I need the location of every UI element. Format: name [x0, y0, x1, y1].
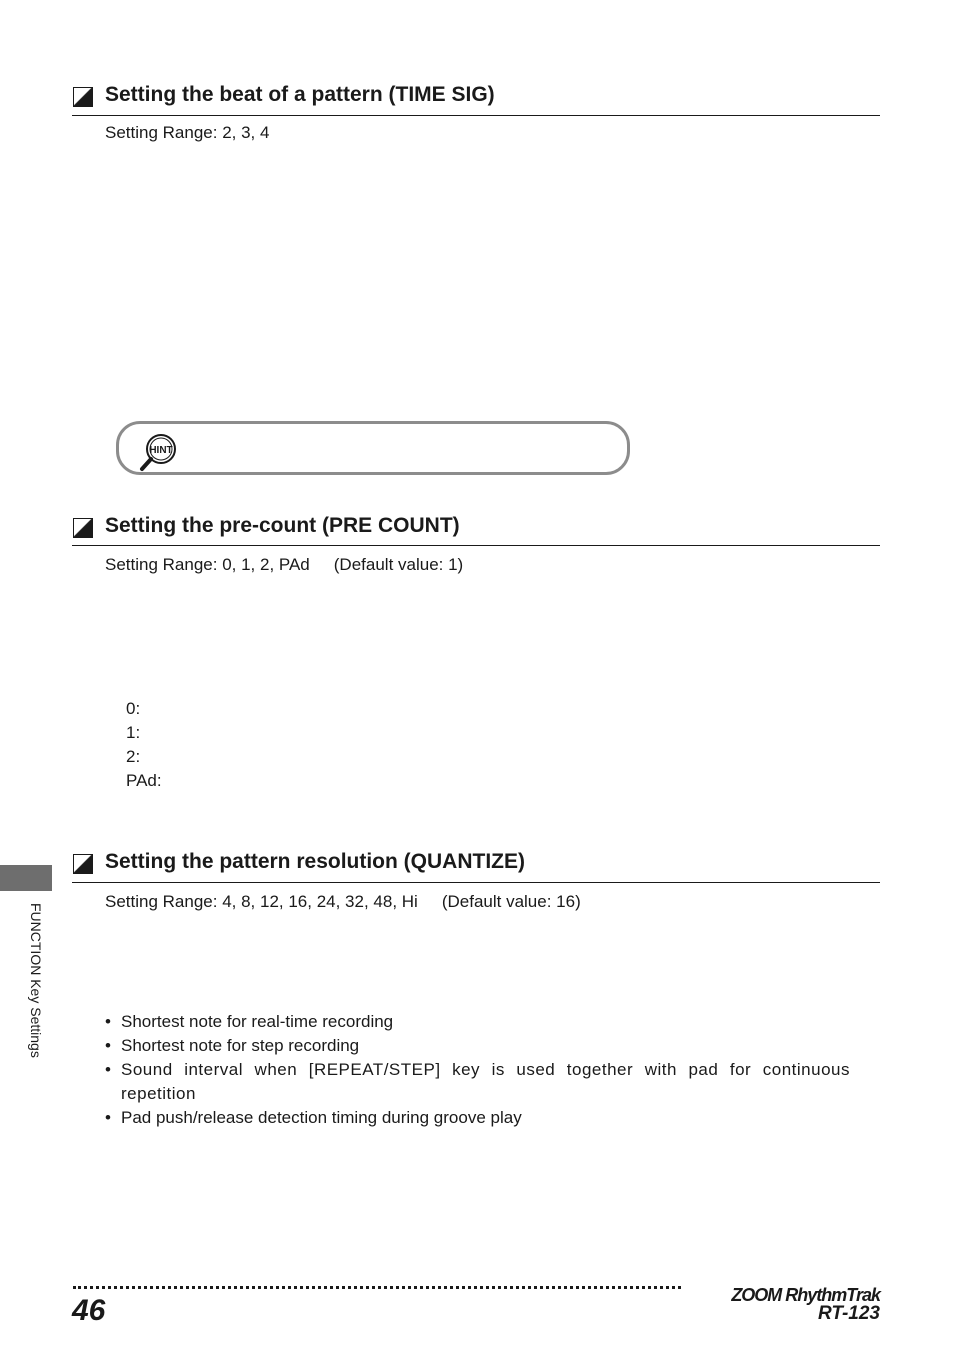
section-marker-icon [73, 87, 93, 107]
chapter-tab [0, 865, 52, 891]
page-number: 46 [72, 1294, 106, 1327]
section-divider [72, 115, 880, 116]
brand-logo-line2: RT-123 [818, 1303, 880, 1324]
quantize-bullet-list [105, 1010, 850, 1130]
hint-icon-label: HINT [149, 445, 173, 456]
default-value: (Default value: 16) [441, 892, 581, 911]
section-title-quantize: Setting the pattern resolution (QUANTIZE) [105, 850, 525, 873]
brand-logo-line1: ZOOM RhythmTrak [731, 1285, 880, 1305]
setting-range-quantize [105, 892, 581, 912]
default-value: (Default value: 1) [333, 555, 464, 574]
setting-range-time-sig: Setting Range: 2, 3, 4 [105, 123, 270, 142]
range-values: Setting Range: 0, 1, 2, PAd [105, 555, 310, 574]
setting-range-pre-count [105, 555, 463, 575]
range-values: Setting Range: 4, 8, 12, 16, 24, 32, 48, Hi [105, 892, 418, 911]
option-label: 1: [126, 723, 141, 742]
option-label: PAd: [126, 771, 162, 790]
hint-box [116, 421, 630, 475]
list-item: • Sound interval when [REPEAT/STEP] key is used together with pad for continuous repetition [105, 1058, 850, 1106]
section-marker-icon [73, 854, 93, 874]
list-item: • Shortest note for step recording [105, 1034, 850, 1058]
list-item: • Pad push/release detection timing during groove play [105, 1106, 850, 1130]
list-item: • Shortest note for real-time recording [105, 1010, 850, 1034]
footer-dotted-rule [73, 1286, 681, 1289]
section-marker-icon [73, 518, 93, 538]
chapter-label: FUNCTION Key Settings [28, 903, 44, 1058]
section-divider [72, 882, 880, 883]
section-divider [72, 545, 880, 546]
option-label: 0: [126, 699, 141, 718]
option-label: 2: [126, 747, 141, 766]
hint-magnifier-icon [139, 432, 179, 474]
brand-logo [698, 1284, 882, 1324]
section-title-pre-count: Setting the pre-count (PRE COUNT) [105, 514, 460, 537]
section-title-time-sig: Setting the beat of a pattern (TIME SIG) [105, 83, 495, 106]
